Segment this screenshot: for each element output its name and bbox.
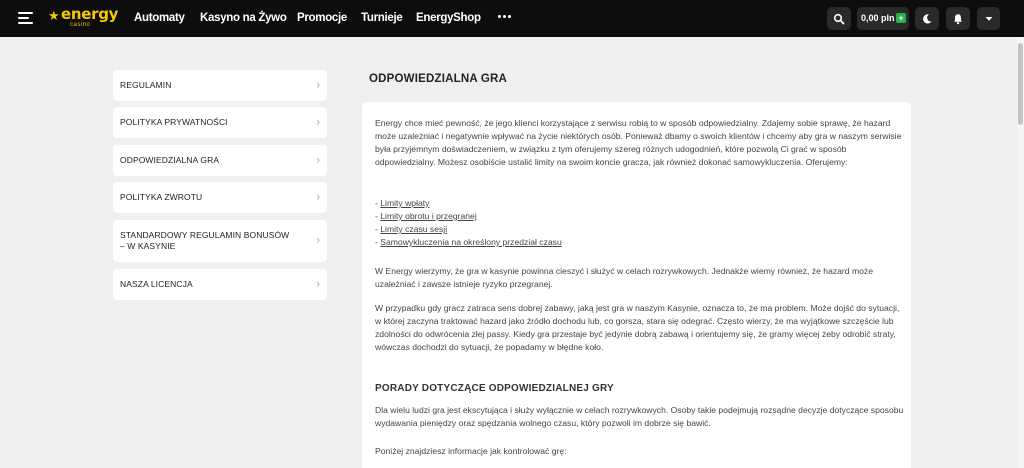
account-dropdown-button[interactable] bbox=[977, 7, 1000, 30]
list-item: - Limity czasu sesji bbox=[375, 224, 448, 234]
limits-list bbox=[375, 197, 775, 249]
chevron-right-icon: › bbox=[316, 79, 320, 91]
sidebar-item-nasza-licencja[interactable] bbox=[113, 269, 327, 300]
chevron-right-icon: › bbox=[316, 278, 320, 290]
sidebar-item-polityka-zwrotu[interactable] bbox=[113, 182, 327, 213]
sidebar-item-standardowy-regulamin-bonusow[interactable] bbox=[113, 220, 327, 262]
scrollbar-thumb[interactable] bbox=[1018, 43, 1023, 125]
sidebar-item-regulamin[interactable] bbox=[113, 70, 327, 101]
paragraph-control-info: Poniżej znajdziesz informacje jak kontrolować grę: bbox=[375, 446, 567, 456]
logo-text: energy bbox=[61, 5, 119, 23]
paragraph-problem-gambling: W przypadku gdy gracz zatraca sens dobrej zabawy, jaką jest gra w naszym Kasynie, oznacza to, że ma problem. Może dojść do sytuacji, w której zaczyna traktować hazard jako źródło dochodu lub, co gorsza, stara się odegrać. Często wierzy, że ma wyjątkowe szczęście lub zdolności do odwrócenia złej passy. Kiedy gra przestaje być jedynie dobrą zabawą i orientujemy się, że gramy więcej żeby odrobić straty, wówczas dochodzi do sytuacji, że popadamy w błędne koło. bbox=[375, 303, 900, 352]
list-item: - Limity obrotu i przegranej bbox=[375, 211, 477, 221]
limit-link[interactable]: Limity wpłaty bbox=[380, 198, 430, 208]
top-navigation-bar bbox=[0, 0, 1024, 37]
balance-button[interactable] bbox=[857, 7, 909, 30]
limit-link[interactable]: Limity obrotu i przegranej bbox=[380, 211, 477, 221]
limit-link[interactable]: Limity czasu sesji bbox=[380, 224, 448, 234]
more-options-icon[interactable] bbox=[498, 15, 512, 19]
star-icon: ★ bbox=[48, 8, 60, 23]
chevron-right-icon: › bbox=[316, 116, 320, 128]
chevron-right-icon: › bbox=[316, 234, 320, 247]
moon-icon bbox=[922, 13, 933, 24]
theme-toggle-button[interactable] bbox=[915, 7, 939, 30]
logo-subtext: casino bbox=[70, 22, 91, 28]
list-item: - Limity wpłaty bbox=[375, 198, 430, 208]
search-button[interactable] bbox=[827, 7, 851, 30]
deposit-plus-icon[interactable]: + bbox=[896, 13, 906, 23]
limit-link[interactable]: Samowykluczenia na określony przedział czasu bbox=[380, 237, 562, 247]
sidebar-item-label: STANDARDOWY REGULAMIN BONUSÓW – W KASYNIE bbox=[120, 230, 290, 251]
bell-icon bbox=[953, 13, 963, 24]
page-title: ODPOWIEDZIALNA GRA bbox=[369, 73, 507, 85]
menu-icon[interactable] bbox=[18, 12, 33, 24]
sidebar-item-label: REGULAMIN bbox=[120, 80, 172, 90]
sidebar-item-odpowiedzialna-gra[interactable] bbox=[113, 145, 327, 176]
sidebar-item-label: NASZA LICENCJA bbox=[120, 279, 193, 289]
balance-amount: 0,00 pln bbox=[861, 13, 895, 23]
sidebar-item-label: ODPOWIEDZIALNA GRA bbox=[120, 155, 220, 165]
sidebar-item-polityka-prywatnosci[interactable] bbox=[113, 107, 327, 138]
sidebar-item-label: POLITYKA ZWROTU bbox=[120, 192, 203, 202]
page-scrollbar[interactable] bbox=[1017, 37, 1024, 468]
search-icon bbox=[834, 13, 845, 24]
section-heading-responsible-tips: PORADY DOTYCZĄCE ODPOWIEDZIALNEJ GRY bbox=[375, 383, 614, 394]
nav-automaty[interactable]: Automaty bbox=[134, 12, 185, 24]
chevron-right-icon: › bbox=[316, 154, 320, 166]
list-item: - Samowykluczenia na określony przedział czasu bbox=[375, 237, 562, 247]
nav-promocje[interactable]: Promocje bbox=[297, 12, 348, 24]
nav-energyshop[interactable]: EnergyShop bbox=[416, 12, 481, 24]
notifications-button[interactable] bbox=[946, 7, 970, 30]
sidebar-item-label: POLITYKA PRYWATNOŚCI bbox=[120, 117, 228, 127]
energy-casino-logo[interactable] bbox=[48, 6, 124, 32]
paragraph-entertainment: Dla wielu ludzi gra jest ekscytująca i służy wyłącznie w celach rozrywkowych. Osoby takie podejmują rozsądne decyzje dotyczące sposobu wydawania pieniędzy oraz spędzania wolnego czasu, który pozwoli im dobrze się bawić. bbox=[375, 405, 904, 428]
chevron-down-icon bbox=[985, 16, 993, 21]
nav-turnieje[interactable]: Turnieje bbox=[361, 12, 403, 24]
paragraph-energy-belief: W Energy wierzymy, że gra w kasynie powinna cieszyć i służyć w celach rozrywkowych. Jednakże wiemy również, że hazard może uzależniać i zawsze istnieje ryzyko przegranej. bbox=[375, 266, 873, 289]
intro-paragraph: Energy chce mieć pewność, że jego klienci korzystające z serwisu robią to w sposób odpowiedzialny. Zdajemy sobie sprawę, że hazard może uzależniać i negatywnie wpływać na życie niektórych osób. Ponieważ dbamy o swoich klientów i chcemy aby gra w naszym serwisie była przyjemnym doświadczeniem, w związku z tym oferujemy szereg różnych udogodnień, które pozwolą Ci grać w sposób odpowiedzialny. Możesz osobiście ustalić limity na swoim koncie gracza, jak również dokonać samowykluczenia. Oferujemy: bbox=[375, 118, 902, 167]
nav-kasyno-na-zywo[interactable]: Kasyno na Żywo bbox=[200, 12, 287, 24]
chevron-right-icon: › bbox=[316, 191, 320, 203]
